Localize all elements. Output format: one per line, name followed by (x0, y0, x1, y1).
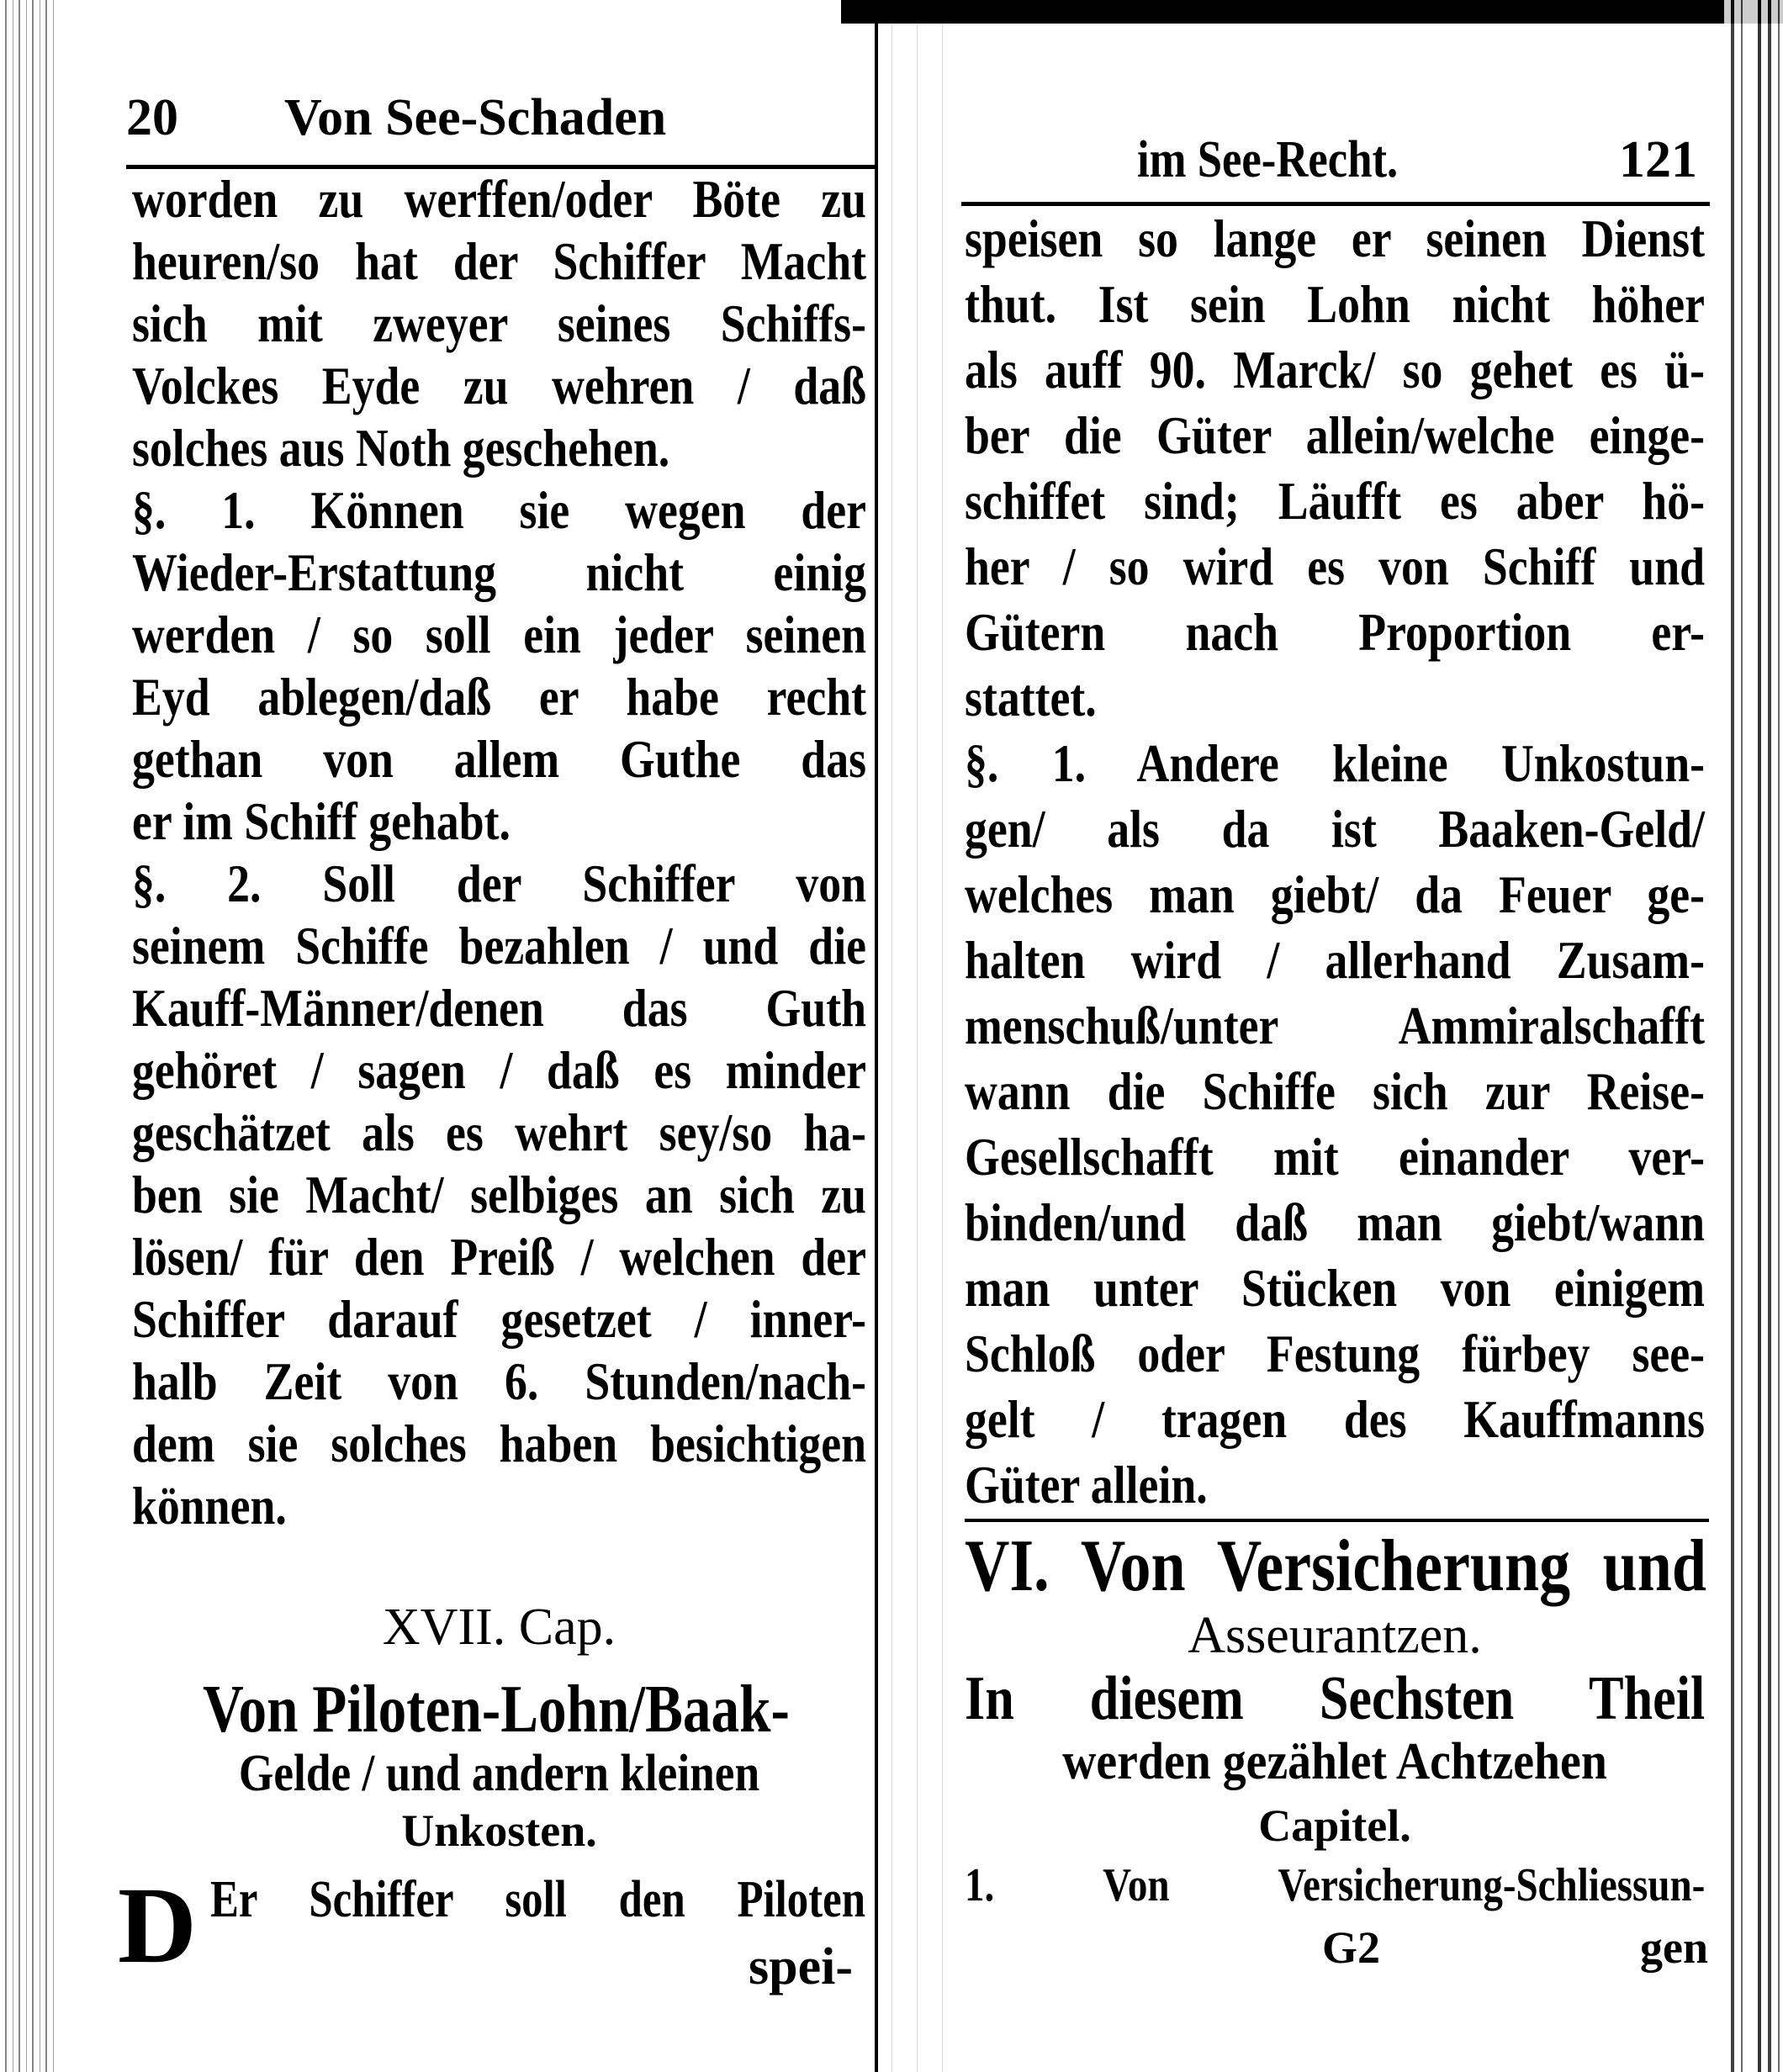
text-line: Eyd ablegen/daß er habe recht (132, 667, 866, 727)
text-line: als auff 90. Marck/ so gehet es ü- (965, 340, 1705, 399)
text-line: Gütern nach Proportion er- (965, 602, 1705, 662)
text-line: Wieder-Erstattung nicht einig (132, 542, 866, 602)
text-line: §. 1. Können sie wegen der (132, 480, 866, 540)
text-line: Schiffer darauf gesetzet / inner- (132, 1289, 866, 1349)
text-line: halb Zeit von 6. Stunden/nach- (132, 1351, 866, 1411)
text-line: Gesellschafft mit einander ver- (965, 1127, 1705, 1187)
right-page-number: 121 (1619, 131, 1697, 188)
text-line: Güter allein. (965, 1455, 1208, 1514)
text-line: lösen/ für den Preiß / welchen der (132, 1227, 866, 1287)
book-gutter (875, 0, 878, 2072)
right-catchword: gen (1640, 1922, 1708, 1973)
text-line: thut. Ist sein Lohn nicht höher (965, 274, 1705, 334)
text-line: wann die Schiffe sich zur Reise- (965, 1061, 1705, 1121)
text-line: menschuß/unter Ammiralschafft (965, 996, 1705, 1055)
section-intro-line-1: In diesem Sechsten Theil (965, 1664, 1706, 1733)
text-line: gethan von allem Guthe das (132, 729, 866, 789)
left-page-number: 20 (126, 89, 178, 146)
left-catchword: spei- (749, 1938, 853, 1995)
gutter-shadow (883, 25, 959, 2072)
text-line: man unter Stücken von einigem (965, 1258, 1705, 1318)
text-line: gelt / tragen des Kauffmanns (965, 1389, 1705, 1449)
text-line: binden/und daß man giebt/wann (965, 1192, 1705, 1252)
section-title-line-2: Asseurantzen. (1188, 1607, 1482, 1664)
text-line: her / so wird es von Schiff und (965, 536, 1705, 596)
text-line: welches man giebt/ da Feuer ge- (965, 864, 1705, 924)
text-line: stattet. (965, 668, 1097, 727)
text-line: er im Schiff gehabt. (132, 791, 511, 851)
scan-right-edge (1724, 0, 1783, 2072)
left-running-head: Von See-Schaden (284, 89, 667, 146)
text-line: ben sie Macht/ selbiges an sich zu (132, 1165, 866, 1224)
text-line: §. 1. Andere kleine Unkostun- (965, 733, 1705, 793)
chapter-title-line-2: Gelde / und andern kleinen (238, 1745, 760, 1802)
chapter-title-line-3: Unkosten. (401, 1805, 597, 1856)
text-line: solches aus Noth geschehen. (132, 418, 670, 478)
text-line: schiffet sind; Läufft es aber hö- (965, 471, 1705, 531)
chapter-label: XVII. Cap. (382, 1599, 616, 1656)
text-line: worden zu werffen/oder Böte zu (132, 169, 866, 229)
scan-top-edge (841, 0, 1783, 24)
text-line: können. (132, 1476, 287, 1536)
text-line: §. 2. Soll der Schiffer von (132, 854, 866, 913)
text-line: halten wird / allerhand Zusam- (965, 930, 1705, 990)
text-line: seinem Schiffe bezahlen / und die (132, 916, 866, 975)
text-line: gen/ als da ist Baaken-Geld/ (965, 799, 1705, 859)
text-line: Volckes Eyde zu wehren / daß (132, 356, 866, 415)
signature-mark: G2 (1322, 1922, 1381, 1973)
text-line: Schloß oder Festung fürbey see- (965, 1324, 1705, 1383)
section-rule (965, 1519, 1709, 1522)
section-title: VI. Von Versicherung und (965, 1525, 1706, 1607)
text-line: geschätzet als es wehrt sey/so ha- (132, 1102, 866, 1162)
scan-left-edge (0, 0, 59, 2072)
text-line: speisen so lange er seinen Dienst (965, 209, 1705, 268)
drop-cap: D (118, 1865, 197, 1986)
chapter-title: Von Piloten-Lohn/Baak- (203, 1673, 790, 1747)
text-line: sich mit zweyer seines Schiffs- (132, 293, 866, 353)
text-line: Kauff-Männer/denen das Guth (132, 978, 866, 1038)
opening-line: Er Schiffer soll den Piloten (210, 1871, 865, 1928)
toc-entry: 1. Von Versicherung-Schliessun- (965, 1859, 1706, 1911)
text-line: gehöret / sagen / daß es minder (132, 1040, 866, 1100)
text-line: heuren/so hat der Schiffer Macht (132, 231, 866, 291)
section-intro-line-3: Capitel. (1258, 1800, 1411, 1851)
section-intro-line-2: werden gezählet Achtzehen (1062, 1733, 1607, 1790)
right-running-head: im See-Recht. (1137, 131, 1399, 188)
text-line: dem sie solches haben besichtigen (132, 1414, 866, 1473)
text-line: werden / so soll ein jeder seinen (132, 605, 866, 664)
text-line: ber die Güter allein/welche einge- (965, 405, 1705, 465)
